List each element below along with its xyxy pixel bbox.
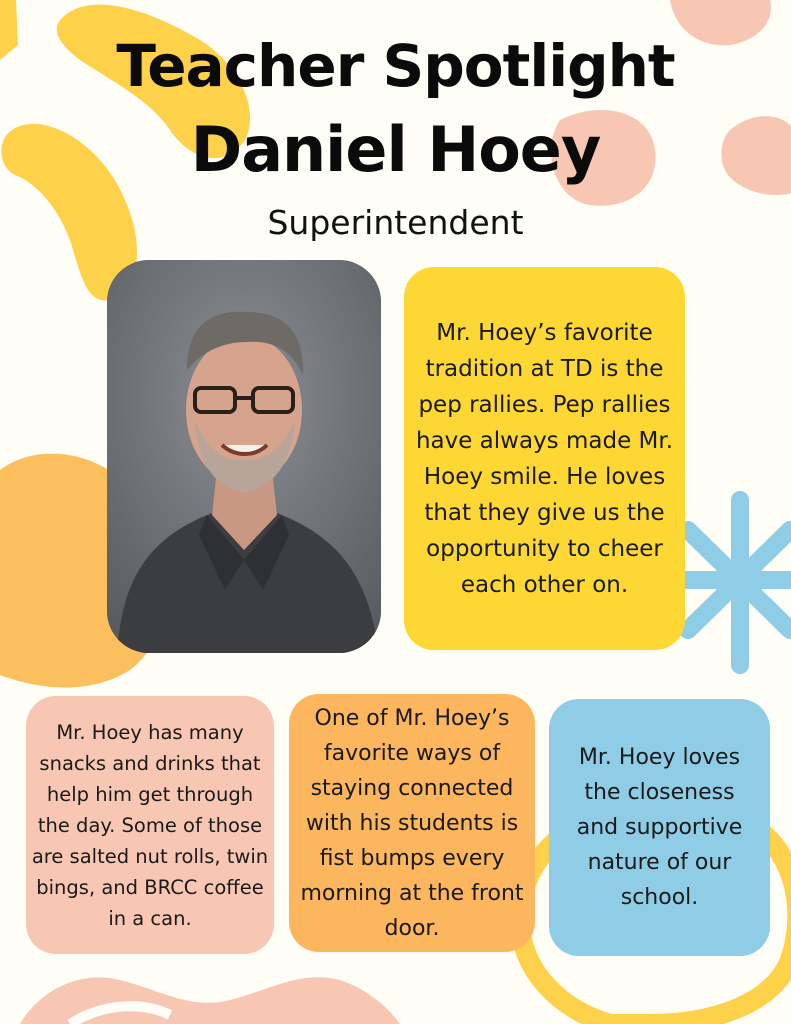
tradition-card: [404, 267, 685, 650]
blue-asterisk-icon: [680, 500, 790, 665]
snacks-card: [26, 696, 274, 954]
school-card: [549, 699, 770, 956]
connected-text: One of Mr. Hoey’s favorite ways of staying connected with his students is fist bumps every morning at the front door.: [300, 705, 524, 941]
school-text: Mr. Hoey loves the closeness and supportive nature of our school.: [576, 745, 743, 910]
connected-card: [289, 694, 535, 952]
tradition-text: Mr. Hoey’s favorite tradition at TD is the pep rallies. Pep rallies have always made Mr. Hoey smile. He loves that they give us the opportunity to cheer each other on.: [415, 319, 674, 598]
teacher-role: Superintendent: [267, 203, 524, 242]
teacher-portrait: [107, 260, 381, 653]
teacher-name: Daniel Hoey: [190, 113, 601, 186]
page-title: Teacher Spotlight: [116, 32, 675, 100]
snacks-text: Mr. Hoey has many snacks and drinks that help him get through the day. Some of those are salted nut rolls, twin bings, and BRCC coffee in a can.: [31, 720, 269, 930]
